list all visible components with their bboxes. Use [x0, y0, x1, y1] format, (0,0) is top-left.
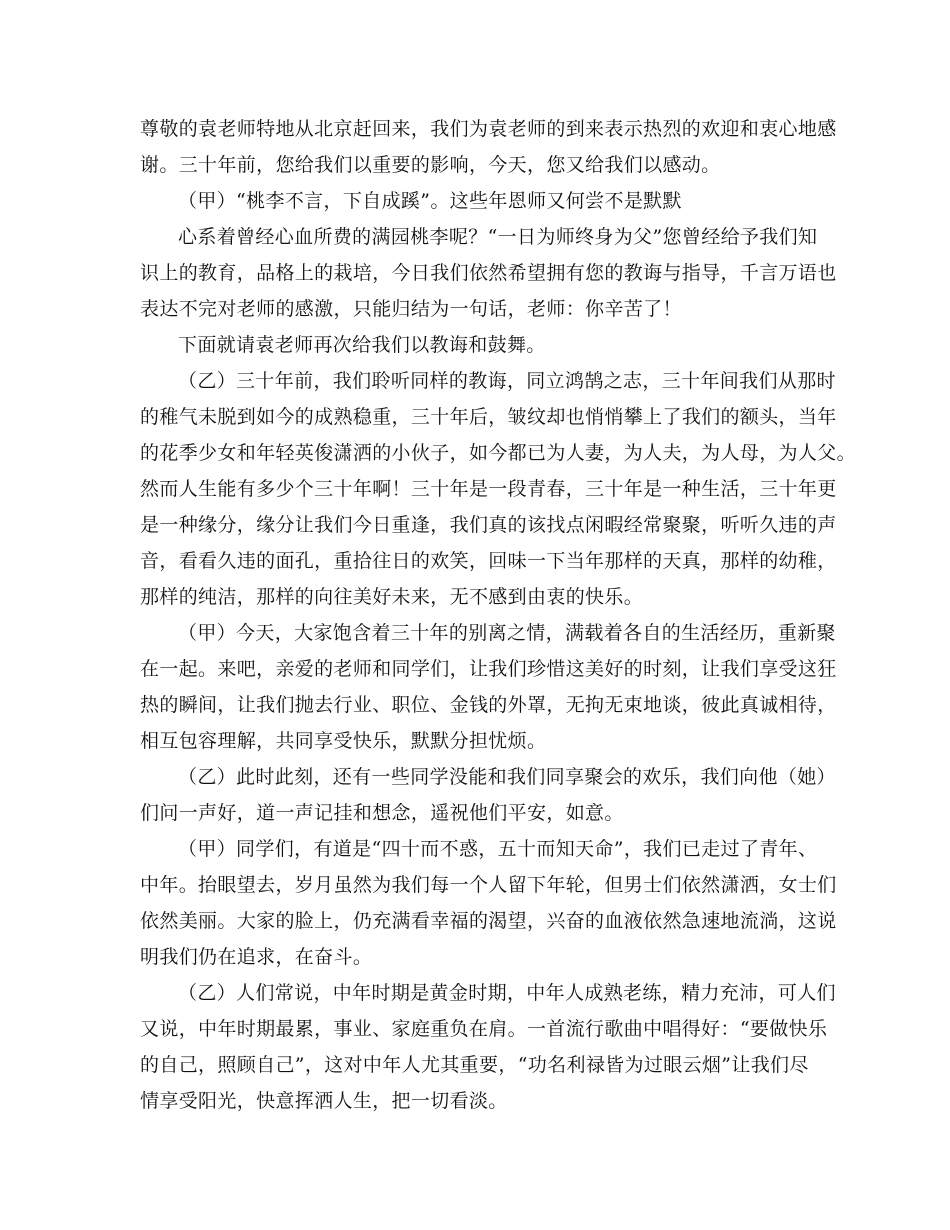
text-line: 相互包容理解，共同享受快乐，默默分担忧烦。 [140, 730, 547, 752]
text-line: 的稚气未脱到如今的成熟稳重，三十年后，皱纹却也悄悄攀上了我们的额头，当年 [140, 406, 837, 428]
text-line: 然而人生能有多少个三十年啊！三十年是一段青春，三十年是一种生活，三十年更 [140, 478, 837, 500]
text-line: 识上的教育，品格上的栽培，今日我们依然希望拥有您的教诲与指导，千言万语也 [140, 262, 837, 284]
text-line: 是一种缘分，缘分让我们今日重逢，我们真的该找点闲暇经常聚聚，听听久违的声 [140, 514, 837, 536]
text-line: 那样的纯洁，那样的向往美好未来，无不感到由衷的快乐。 [140, 586, 644, 608]
text-line: 下面就请袁老师再次给我们以教诲和鼓舞。 [178, 334, 546, 356]
text-line: （甲）同学们，有道是“四十而不惑，五十而知天命”，我们已走过了青年、 [178, 838, 818, 860]
text-line: 心系着曾经心血所费的满园桃李呢？“一日为师终身为父”您曾经给予我们知 [178, 226, 818, 248]
text-line: 的自己，照顾自己”，这对中年人尤其重要，“功名利禄皆为过眼云烟”让我们尽 [140, 1054, 809, 1076]
text-line: 尊敬的袁老师特地从北京赶回来，我们为袁老师的到来表示热烈的欢迎和衷心地感 [140, 118, 837, 140]
text-line: 谢。三十年前，您给我们以重要的影响，今天，您又给我们以感动。 [140, 154, 721, 176]
text-line: 又说，中年时期最累，事业、家庭重负在肩。一首流行歌曲中唱得好：“要做快乐 [140, 1018, 828, 1040]
text-line: （乙）三十年前，我们聆听同样的教诲，同立鸿鹄之志，三十年间我们从那时 [178, 370, 836, 392]
text-line: 音，看看久违的面孔，重拾往日的欢笑，回味一下当年那样的天真，那样的幼稚， [140, 550, 837, 572]
text-line: 在一起。来吧，亲爱的老师和同学们，让我们珍惜这美好的时刻，让我们享受这狂 [140, 658, 837, 680]
text-line: 情享受阳光，快意挥洒人生，把一切看淡。 [140, 1090, 508, 1112]
text-line: 热的瞬间，让我们抛去行业、职位、金钱的外罩，无拘无束地谈，彼此真诚相待， [140, 694, 837, 716]
text-line: 的花季少女和年轻英俊潇洒的小伙子，如今都已为人妻，为人夫，为人母，为人父。 [140, 442, 856, 464]
text-line: 明我们仍在追求，在奋斗。 [140, 946, 373, 968]
text-line: 中年。抬眼望去，岁月虽然为我们每一个人留下年轮，但男士们依然潇洒，女士们 [140, 874, 837, 896]
text-line: （乙）人们常说，中年时期是黄金时期，中年人成熟老练，精力充沛，可人们 [178, 982, 836, 1004]
text-line: （甲）“桃李不言，下自成蹊”。这些年恩师又何尝不是默默 [178, 190, 682, 212]
text-line: （乙）此时此刻，还有一些同学没能和我们同享聚会的欢乐，我们向他（她） [178, 766, 836, 788]
text-line: （甲）今天，大家饱含着三十年的别离之情，满载着各自的生活经历，重新聚 [178, 622, 836, 644]
text-line: 表达不完对老师的感激，只能归结为一句话，老师：你辛苦了！ [140, 298, 682, 320]
text-line: 们问一声好，道一声记挂和想念，遥祝他们平安，如意。 [140, 802, 624, 824]
text-line: 依然美丽。大家的脸上，仍充满看幸福的渴望，兴奋的血液依然急速地流淌，这说 [140, 910, 837, 932]
